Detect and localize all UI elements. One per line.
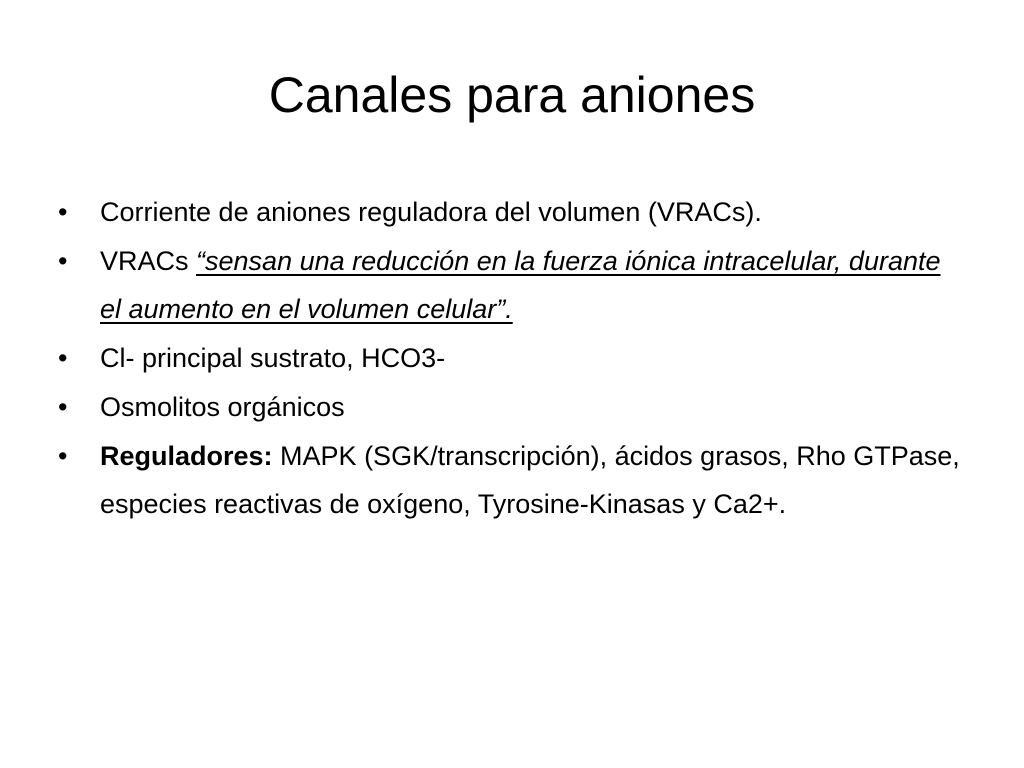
bullet-list: [0, 188, 1024, 529]
slide-title: Canales para aniones: [268, 67, 756, 123]
bullet-icon: •: [58, 392, 68, 422]
bullet-text: Osmolitos orgánicos: [100, 392, 345, 422]
bullet-icon: •: [58, 441, 68, 471]
bullet-lead-text: VRACs: [100, 246, 197, 276]
bullet-text: Cl- principal sustrato, HCO3-: [100, 343, 446, 373]
bullet-item-vracs-sense: [0, 237, 1024, 333]
quoted-emphasis-text: “sensan una reducción en la fuerza iónica intracelular, durante el aumento en el volumen celular”.: [100, 246, 941, 324]
bullet-item-osmolytes: [0, 383, 1024, 431]
bullet-icon: •: [58, 197, 68, 227]
bold-lead-text: Reguladores:: [100, 441, 273, 471]
bullet-icon: •: [58, 343, 68, 373]
bullet-item-regulators: [0, 432, 1024, 528]
bullet-icon: •: [58, 246, 68, 276]
bullet-text: MAPK (SGK/transcripción), ácidos grasos, Rho GTPase, especies reactivas de oxígeno, Tyrosine-Kinasas y Ca2+.: [100, 441, 960, 519]
bullet-text: Corriente de aniones reguladora del volumen (VRACs).: [100, 197, 762, 227]
bullet-item-vracs-current: [0, 188, 1024, 236]
bullet-item-substrate: [0, 334, 1024, 382]
